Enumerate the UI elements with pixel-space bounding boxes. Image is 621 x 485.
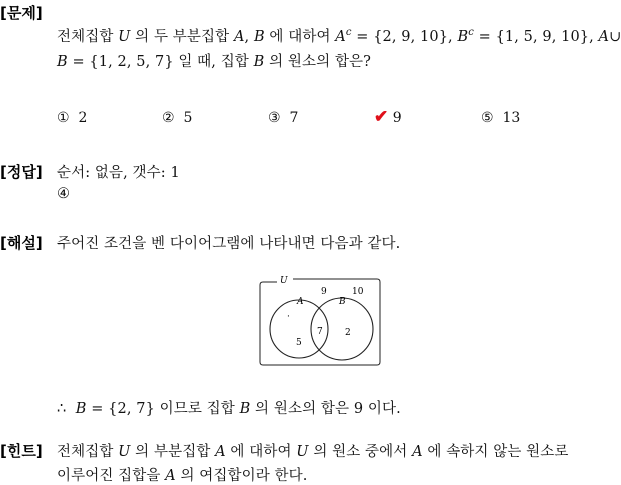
- explanation-conclusion: ∴ B = {2, 7} 이므로 집합 B 의 원소의 합은 9 이다.: [57, 401, 401, 417]
- outside-10: 10: [352, 287, 364, 297]
- hint-line-2: 이루어진 집합을 A 의 여집합이라 한다.: [57, 468, 308, 484]
- venn-diagram: [255, 272, 385, 368]
- choice-value: 13: [502, 110, 521, 126]
- problem-line-1: 전체집합 U 의 두 부분집합 A, B 에 대하여 $A^c = \{2$, 9, 10}, $B^c = \{1$, 5, 9, 10}, A∪: [57, 27, 621, 45]
- b-only-2: 2: [345, 328, 351, 338]
- explanation-intro: 주어진 조건을 벤 다이어그램에 나타내면 다음과 같다.: [57, 236, 401, 252]
- problem-line-2: B = {1, 2, 5, 7} 일 때, 집합 B 의 원소의 합은?: [57, 54, 372, 70]
- choice-mark: ①: [57, 110, 70, 126]
- choice-mark: ⑤: [481, 110, 494, 126]
- choice-value: 9: [392, 110, 402, 126]
- explanation-tag: [해설]: [0, 234, 43, 252]
- choice-value: 5: [183, 110, 193, 126]
- a-only-dot: ·: [287, 312, 290, 322]
- choice-4[interactable]: [374, 107, 402, 127]
- label-b: B: [339, 297, 346, 307]
- choice-value: 2: [78, 110, 88, 126]
- choice-value: 7: [289, 110, 299, 126]
- both-7: 7: [317, 327, 323, 337]
- choice-mark: ③: [268, 110, 281, 126]
- hint-tag: [힌트]: [0, 442, 43, 460]
- label-u: U: [280, 276, 288, 286]
- a-only-5: 5: [296, 338, 302, 348]
- outside-9: 9: [321, 287, 327, 297]
- problem-tag: [문제]: [0, 4, 43, 22]
- choice-mark: ②: [162, 110, 175, 126]
- choice-2[interactable]: [162, 110, 192, 126]
- checkmark-icon: ✔: [374, 107, 389, 127]
- answer-line-2: ④: [57, 186, 71, 202]
- answer-line-1: 순서: 없음, 갯수: 1: [57, 165, 180, 181]
- choice-5[interactable]: [481, 110, 520, 126]
- choice-3[interactable]: [268, 110, 298, 126]
- choice-1[interactable]: [57, 110, 87, 126]
- hint-line-1: 전체집합 U 의 부분집합 A 에 대하여 U 의 원소 중에서 A 에 속하지 않는 원소로: [57, 444, 569, 460]
- label-a: A: [297, 297, 304, 307]
- answer-tag: [정답]: [0, 163, 43, 181]
